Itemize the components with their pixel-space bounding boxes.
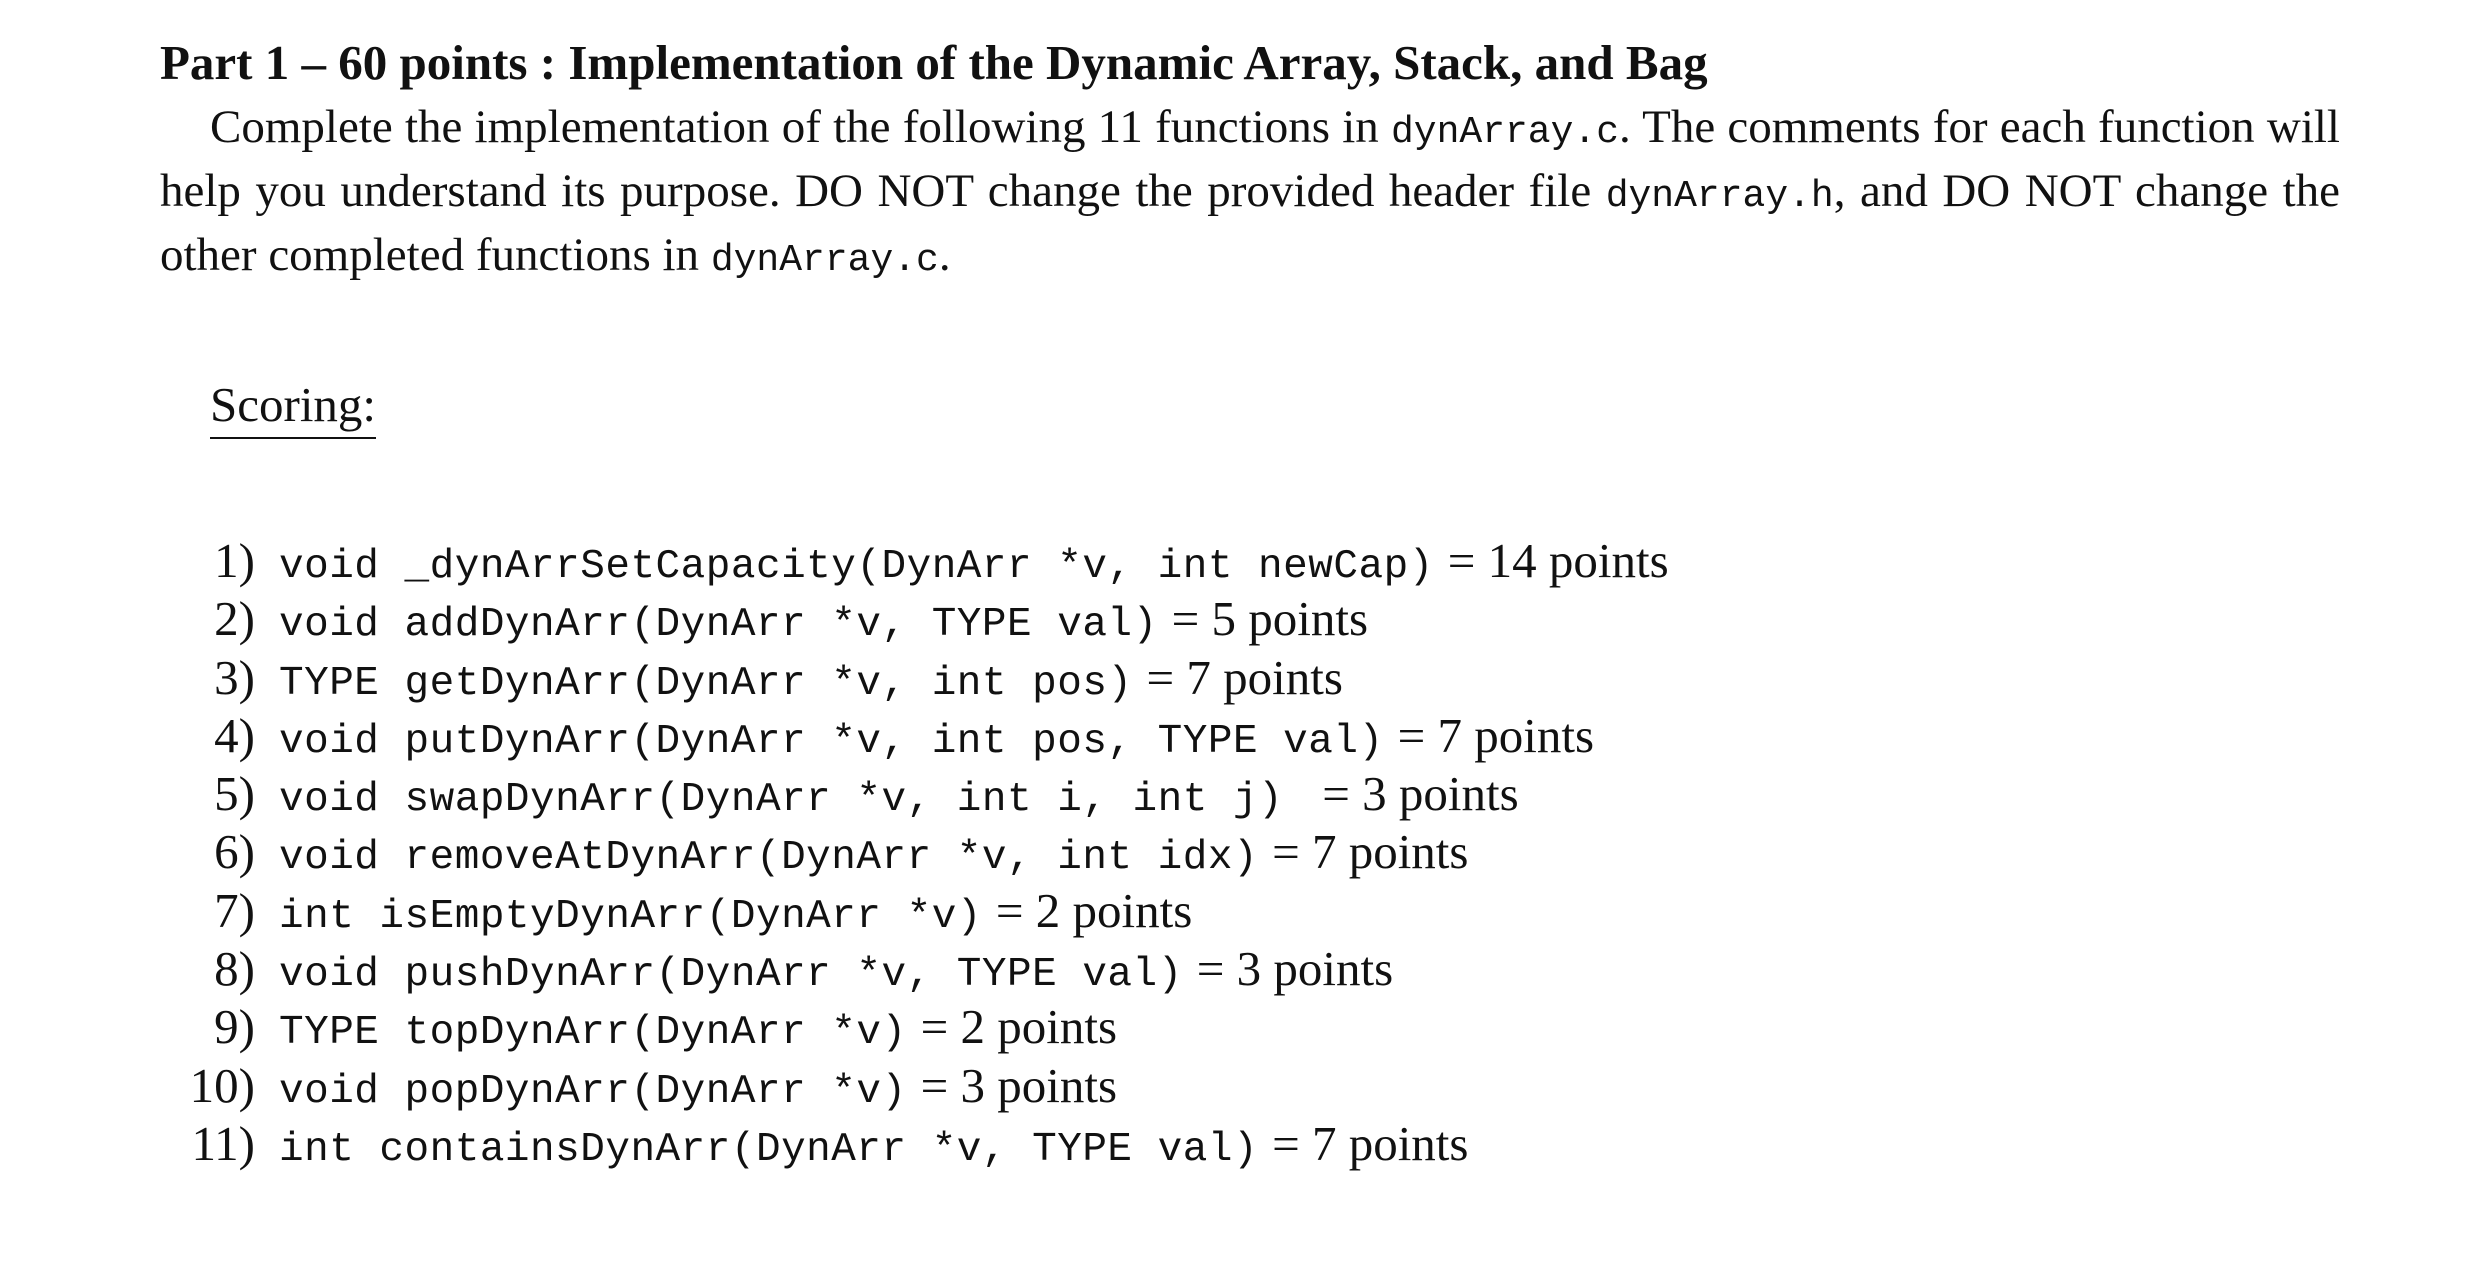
item-number: 1) (214, 533, 255, 588)
scoring-item (160, 823, 1669, 881)
item-points: = 14 points (1447, 533, 1669, 588)
item-number: 11) (191, 1115, 255, 1171)
function-signature: TYPE topDynArr(DynArr *v) (279, 1010, 907, 1057)
function-signature: void _dynArrSetCapacity(DynArr *v, int newCap) (279, 544, 1434, 590)
item-points: = 2 points (920, 999, 1118, 1055)
function-signature: int containsDynArr(DynArr *v, TYPE val) (279, 1126, 1259, 1173)
instructions-paragraph (160, 98, 2340, 290)
scoring-item (160, 882, 1669, 940)
scoring-item (160, 590, 1669, 648)
document-page (160, 30, 2340, 1173)
scoring-item (160, 1115, 1669, 1173)
item-number: 4) (214, 707, 255, 763)
filename-dynarray-c: dynArray.c (1390, 111, 1620, 154)
function-signature: void popDynArr(DynArr *v) (279, 1068, 907, 1115)
function-signature: void swapDynArr(DynArr *v, int i, int j) (279, 777, 1309, 824)
item-points: = 7 points (1146, 649, 1343, 705)
function-signature: void pushDynArr(DynArr *v, TYPE val) (279, 952, 1183, 999)
section-heading: Part 1 – 60 points : Implementation of the Dynamic Array, Stack, and Bag (160, 35, 1708, 90)
item-number: 9) (214, 999, 255, 1055)
function-signature: void addDynArr(DynArr *v, TYPE val) (279, 602, 1158, 649)
scoring-item (160, 532, 1669, 590)
function-signature: void removeAtDynArr(DynArr *v, int idx) (279, 835, 1259, 882)
scoring-item (160, 765, 1669, 823)
filename-dynarray-h: dynArray.h (1605, 175, 1834, 218)
item-number: 6) (214, 824, 255, 880)
item-number: 3) (214, 649, 255, 705)
scoring-item (160, 998, 1669, 1056)
item-points: = 7 points (1397, 707, 1595, 763)
item-number: 5) (214, 766, 255, 822)
function-signature: void putDynArr(DynArr *v, int pos, TYPE val) (279, 718, 1384, 765)
scoring-title: Scoring: (210, 375, 376, 439)
item-number: 8) (214, 941, 255, 997)
item-number: 7) (214, 882, 255, 938)
filename-dynarray-c-2: dynArray.c (710, 239, 939, 282)
item-points: = 5 points (1171, 591, 1369, 647)
item-points: = 3 points (1196, 941, 1394, 997)
function-signature: TYPE getDynArr(DynArr *v, int pos) (279, 660, 1133, 707)
paragraph-text-2: . The comments for each function will help you understand its purpose. DO NOT change the provided header file (160, 101, 2340, 217)
scoring-item (160, 707, 1669, 765)
item-points: = 7 points (1272, 824, 1469, 880)
item-points: = 3 points (920, 1057, 1118, 1113)
scoring-item (160, 1057, 1669, 1115)
paragraph-text-1: Complete the implementation of the following 11 functions in (210, 101, 1391, 153)
scoring-list (160, 532, 1669, 1173)
item-points: = 3 points (1322, 766, 1519, 822)
scoring-item (160, 940, 1669, 998)
item-number: 2) (214, 591, 255, 647)
item-number: 10) (189, 1057, 255, 1113)
scoring-item (160, 649, 1669, 707)
item-points: = 2 points (995, 882, 1193, 938)
paragraph-text-4: . (938, 229, 951, 281)
item-points: = 7 points (1272, 1115, 1469, 1171)
function-signature: int isEmptyDynArr(DynArr *v) (279, 893, 982, 940)
paragraph-text-3: , and DO NOT change the other completed functions in (160, 165, 2340, 281)
